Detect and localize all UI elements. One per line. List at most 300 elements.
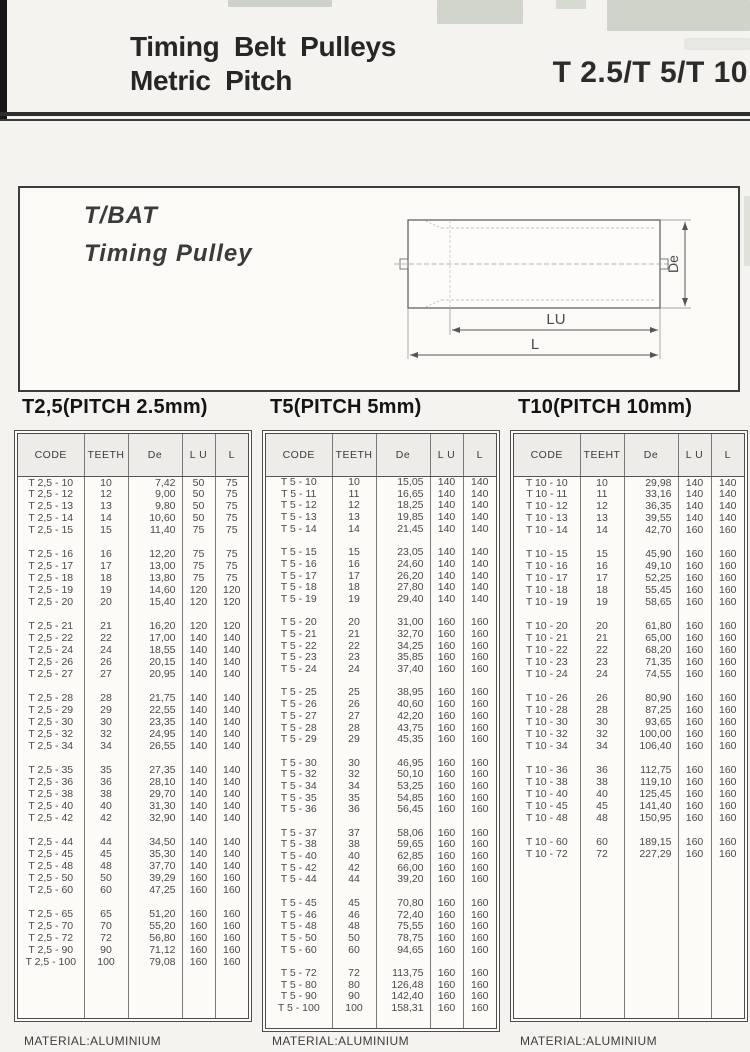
- cell-lu: 140: [182, 789, 215, 801]
- cell-teeth: 21: [580, 633, 624, 645]
- gap-cell: [266, 956, 332, 968]
- cell-l: 160: [222, 884, 241, 897]
- cell-de: 29,70: [128, 789, 182, 801]
- cell-code: T 10 - 11: [514, 489, 580, 501]
- cell-de: 9,80: [128, 501, 182, 513]
- gap-cell: [514, 681, 580, 693]
- table-row: [266, 570, 496, 582]
- cell-de: 38,95: [376, 687, 430, 699]
- cell-teeth: 10: [580, 477, 624, 489]
- lu-dimension-label: LU: [546, 311, 566, 328]
- cell-teeth: 60: [580, 837, 624, 849]
- cell-lu: 140: [678, 501, 711, 513]
- table-row: [18, 837, 248, 849]
- cell-lu: 160: [430, 967, 463, 979]
- cell-lu: 160: [430, 687, 463, 699]
- cell-de: 34,50: [128, 837, 182, 849]
- cell-de: 39,55: [624, 513, 678, 525]
- cell-l: 140: [222, 704, 241, 717]
- cell-de: 27,35: [128, 765, 182, 777]
- cell-teeth: 24: [332, 664, 376, 676]
- table-row: [18, 657, 248, 669]
- gap-cell: [332, 956, 376, 968]
- cell-de: 40,60: [376, 699, 430, 711]
- cell-lu: 160: [430, 909, 463, 921]
- cell-lu: 160: [678, 693, 711, 705]
- cell-l: 160: [718, 728, 737, 741]
- group-gap-row: [266, 745, 496, 757]
- cell-teeth: 15: [84, 525, 128, 537]
- table-row: [514, 789, 744, 801]
- cell-lu: 160: [182, 933, 215, 945]
- cell-de: 62,85: [376, 851, 430, 863]
- gap-cell: [514, 537, 580, 549]
- cell-l: 140: [470, 593, 489, 605]
- cell-teeth: 34: [332, 780, 376, 792]
- cell-lu: 50: [182, 477, 215, 489]
- gap-cell: [215, 897, 248, 909]
- cell-l: 140: [222, 716, 241, 729]
- cell-lu: 160: [678, 717, 711, 729]
- cell-code: T 2,5 - 70: [18, 921, 84, 933]
- cell-code: T 5 - 22: [266, 640, 332, 652]
- cell-de: 80,90: [624, 693, 678, 705]
- cell-l: 140: [222, 788, 241, 801]
- cell-de: 39,29: [128, 873, 182, 885]
- cell-code: T 5 - 27: [266, 710, 332, 722]
- cell-de: 13,00: [128, 561, 182, 573]
- gap-cell: [514, 825, 580, 837]
- table-row: [18, 585, 248, 597]
- table-row: [18, 717, 248, 729]
- table-row: [18, 633, 248, 645]
- cell-code: T 5 - 11: [266, 488, 332, 500]
- cell-l: 160: [470, 932, 489, 944]
- group-gap-row: [266, 956, 496, 968]
- scan-artifact: [744, 196, 750, 266]
- cell-lu: 140: [182, 801, 215, 813]
- table-row: [514, 477, 744, 489]
- cell-code: T 5 - 37: [266, 827, 332, 839]
- cell-code: T 5 - 15: [266, 547, 332, 559]
- gap-cell: [514, 753, 580, 765]
- cell-l: 140: [470, 581, 489, 594]
- gap-cell: [332, 675, 376, 687]
- cell-l: 160: [470, 897, 489, 909]
- cell-teeth: 72: [332, 967, 376, 979]
- filler-cell: [678, 861, 711, 1019]
- cell-lu: 140: [182, 777, 215, 789]
- cell-l: 75: [225, 488, 238, 501]
- cell-l: 160: [470, 616, 489, 629]
- gap-cell: [430, 605, 463, 617]
- gap-cell: [182, 753, 215, 765]
- gap-cell: [580, 681, 624, 693]
- cell-teeth: 50: [84, 873, 128, 885]
- cell-de: 10,60: [128, 513, 182, 525]
- gap-cell: [215, 609, 248, 621]
- cell-de: 55,45: [624, 585, 678, 597]
- table-title-t2-5: T2,5(PITCH 2.5mm): [22, 396, 208, 418]
- cell-de: 24,95: [128, 729, 182, 741]
- table-row: [266, 617, 496, 629]
- table-row: [18, 873, 248, 885]
- filler-cell: [463, 1014, 496, 1028]
- gap-cell: [266, 605, 332, 617]
- cell-l: 160: [470, 686, 489, 699]
- cell-code: T 5 - 100: [266, 1002, 332, 1014]
- cell-teeth: 20: [580, 621, 624, 633]
- gap-cell: [463, 605, 496, 617]
- table-row: [18, 777, 248, 789]
- cell-teeth: 22: [84, 633, 128, 645]
- table-row: [266, 593, 496, 605]
- cell-teeth: 60: [332, 944, 376, 956]
- cell-l: 160: [718, 572, 737, 585]
- cell-lu: 140: [430, 500, 463, 512]
- cell-code: T 5 - 34: [266, 780, 332, 792]
- cell-teeth: 35: [332, 792, 376, 804]
- cell-de: 29,40: [376, 593, 430, 605]
- cell-teeth: 45: [84, 849, 128, 861]
- cell-teeth: 21: [332, 628, 376, 640]
- cell-teeth: 34: [580, 741, 624, 753]
- cell-l: 160: [470, 733, 489, 746]
- table-row: [514, 561, 744, 573]
- cell-l: 160: [718, 716, 737, 729]
- cell-lu: 160: [430, 699, 463, 711]
- gap-cell: [18, 609, 84, 621]
- group-gap-row: [18, 609, 248, 621]
- table-row: [514, 777, 744, 789]
- filler-cell: [514, 861, 580, 1019]
- cell-lu: 140: [430, 558, 463, 570]
- cell-de: 26,55: [128, 741, 182, 753]
- cell-teeth: 29: [332, 734, 376, 746]
- gap-cell: [266, 535, 332, 547]
- cell-de: 50,10: [376, 769, 430, 781]
- cell-teeth: 12: [580, 501, 624, 513]
- cell-de: 28,10: [128, 777, 182, 789]
- table-row: [266, 851, 496, 863]
- gap-cell: [215, 753, 248, 765]
- cell-lu: 160: [430, 769, 463, 781]
- cell-de: 87,25: [624, 705, 678, 717]
- cell-de: 49,10: [624, 561, 678, 573]
- gap-cell: [514, 609, 580, 621]
- table-row: [266, 512, 496, 524]
- gap-cell: [580, 537, 624, 549]
- cell-de: 56,45: [376, 804, 430, 816]
- cell-de: 52,25: [624, 573, 678, 585]
- l-dimension-label: L: [530, 336, 540, 353]
- cell-code: T 2,5 - 60: [18, 885, 84, 897]
- cell-de: 42,70: [624, 525, 678, 537]
- cell-de: 112,75: [624, 765, 678, 777]
- cell-code: T 5 - 28: [266, 722, 332, 734]
- cell-teeth: 40: [580, 789, 624, 801]
- table-row: [514, 705, 744, 717]
- cell-code: T 2,5 - 36: [18, 777, 84, 789]
- col-header-lu: L U: [678, 434, 711, 477]
- group-gap-row: [18, 897, 248, 909]
- cell-teeth: 50: [332, 932, 376, 944]
- cell-code: T 5 - 19: [266, 593, 332, 605]
- cell-lu: 160: [430, 874, 463, 886]
- cell-lu: 160: [678, 729, 711, 741]
- cell-de: 141,40: [624, 801, 678, 813]
- col-header-lu: L U: [182, 434, 215, 477]
- cell-teeth: 12: [332, 500, 376, 512]
- cell-de: 23,35: [128, 717, 182, 729]
- cell-code: T 2,5 - 48: [18, 861, 84, 873]
- cell-de: 15,40: [128, 597, 182, 609]
- cell-lu: 160: [678, 525, 711, 537]
- filler-row: [266, 1014, 496, 1028]
- cell-l: 160: [470, 1002, 489, 1015]
- cell-l: 120: [222, 596, 241, 609]
- cell-teeth: 42: [84, 813, 128, 825]
- cell-teeth: 100: [332, 1002, 376, 1014]
- cell-de: 43,75: [376, 722, 430, 734]
- cell-de: 14,60: [128, 585, 182, 597]
- gap-cell: [376, 956, 430, 968]
- cell-code: T 2,5 - 38: [18, 789, 84, 801]
- group-gap-row: [18, 537, 248, 549]
- material-note: MATERIAL:ALUMINIUM: [520, 1034, 657, 1048]
- cell-teeth: 48: [84, 861, 128, 873]
- gap-cell: [376, 886, 430, 898]
- table-row: [266, 862, 496, 874]
- filler-row: [18, 969, 248, 1019]
- cell-de: 71,12: [128, 945, 182, 957]
- cell-l: 140: [718, 500, 737, 513]
- cell-code: T 2,5 - 42: [18, 813, 84, 825]
- cell-lu: 160: [678, 741, 711, 753]
- group-gap-row: [266, 535, 496, 547]
- table-row: [18, 489, 248, 501]
- col-header-teeth: TEEHT: [580, 434, 624, 477]
- cell-teeth: 25: [332, 687, 376, 699]
- gap-cell: [430, 535, 463, 547]
- cell-lu: 140: [182, 837, 215, 849]
- filler-cell: [128, 969, 182, 1019]
- table-row: [18, 573, 248, 585]
- cell-lu: 160: [678, 705, 711, 717]
- cell-l: 160: [470, 792, 489, 804]
- cell-de: 7,42: [128, 477, 182, 489]
- page-title-line1: Timing Belt Pulleys: [130, 31, 397, 62]
- filler-cell: [84, 969, 128, 1019]
- gap-cell: [430, 675, 463, 687]
- cell-code: T 5 - 48: [266, 921, 332, 933]
- cell-lu: 75: [182, 525, 215, 537]
- cell-code: T 10 - 15: [514, 549, 580, 561]
- cell-teeth: 29: [84, 705, 128, 717]
- cell-de: 142,40: [376, 991, 430, 1003]
- gap-cell: [215, 825, 248, 837]
- cell-lu: 140: [430, 547, 463, 559]
- cell-l: 160: [470, 721, 489, 734]
- gap-cell: [678, 537, 711, 549]
- cell-de: 35,30: [128, 849, 182, 861]
- cell-lu: 140: [678, 513, 711, 525]
- table-row: [266, 874, 496, 886]
- col-header-teeth: TEETH: [332, 434, 376, 477]
- group-gap-row: [266, 675, 496, 687]
- cell-lu: 140: [182, 705, 215, 717]
- cell-lu: 50: [182, 489, 215, 501]
- table-row: [514, 837, 744, 849]
- filler-cell: [18, 969, 84, 1019]
- cell-de: 37,70: [128, 861, 182, 873]
- cell-teeth: 17: [332, 570, 376, 582]
- col-header-de: De: [624, 434, 678, 477]
- cell-lu: 140: [182, 813, 215, 825]
- cell-teeth: 100: [84, 957, 128, 969]
- cell-code: T 5 - 30: [266, 757, 332, 769]
- cell-de: 15,05: [376, 477, 430, 489]
- cell-l: 160: [470, 710, 489, 722]
- gap-cell: [678, 609, 711, 621]
- filler-cell: [624, 861, 678, 1019]
- product-code-title: T 2.5/T 5/T 10: [552, 56, 748, 89]
- cell-code: T 10 - 24: [514, 669, 580, 681]
- cell-l: 140: [718, 512, 737, 525]
- cell-lu: 140: [182, 657, 215, 669]
- gap-cell: [678, 681, 711, 693]
- cell-code: T 2,5 - 45: [18, 849, 84, 861]
- cell-l: 160: [470, 838, 489, 851]
- table-row: [514, 585, 744, 597]
- cell-teeth: 30: [332, 757, 376, 769]
- cell-de: 47,25: [128, 885, 182, 897]
- cell-l: 140: [222, 764, 241, 777]
- gap-cell: [463, 745, 496, 757]
- cell-lu: 140: [430, 488, 463, 500]
- cell-lu: 160: [182, 885, 215, 897]
- cell-teeth: 19: [332, 593, 376, 605]
- cell-lu: 120: [182, 621, 215, 633]
- table-row: [18, 789, 248, 801]
- cell-de: 18,25: [376, 500, 430, 512]
- cell-code: T 2,5 - 10: [18, 477, 84, 489]
- gap-cell: [580, 609, 624, 621]
- table-row: [514, 621, 744, 633]
- cell-lu: 140: [430, 523, 463, 535]
- cell-lu: 160: [678, 777, 711, 789]
- cell-de: 53,25: [376, 780, 430, 792]
- cell-lu: 160: [430, 734, 463, 746]
- cell-l: 160: [718, 848, 737, 861]
- cell-lu: 160: [430, 640, 463, 652]
- cell-code: T 2,5 - 65: [18, 909, 84, 921]
- cell-code: T 2,5 - 15: [18, 525, 84, 537]
- gap-cell: [128, 753, 182, 765]
- cell-teeth: 20: [84, 597, 128, 609]
- cell-code: T 5 - 72: [266, 967, 332, 979]
- table-row: [18, 765, 248, 777]
- cell-de: 55,20: [128, 921, 182, 933]
- table-section-t2-5: [14, 398, 252, 1052]
- cell-de: 56,80: [128, 933, 182, 945]
- cell-l: 160: [470, 757, 489, 769]
- table-row: [266, 1002, 496, 1014]
- cell-teeth: 48: [580, 813, 624, 825]
- table-row: [18, 597, 248, 609]
- page-title: [130, 30, 396, 98]
- cell-lu: 160: [430, 862, 463, 874]
- cell-lu: 160: [430, 757, 463, 769]
- col-header-code: CODE: [514, 434, 580, 477]
- cell-teeth: 40: [84, 801, 128, 813]
- table-row: [266, 640, 496, 652]
- cell-lu: 160: [430, 839, 463, 851]
- table-title-t5: T5(PITCH 5mm): [270, 396, 422, 418]
- cell-de: 20,15: [128, 657, 182, 669]
- table-row: [266, 664, 496, 676]
- cell-code: T 2,5 - 34: [18, 741, 84, 753]
- table-row: [18, 561, 248, 573]
- table-row: [514, 597, 744, 609]
- cell-l: 160: [470, 920, 489, 933]
- cell-de: 24,60: [376, 558, 430, 570]
- cell-teeth: 16: [84, 549, 128, 561]
- cell-code: T 2,5 - 32: [18, 729, 84, 741]
- cell-code: T 10 - 26: [514, 693, 580, 705]
- col-header-de: De: [128, 434, 182, 477]
- group-gap-row: [514, 681, 744, 693]
- cell-de: 35,85: [376, 652, 430, 664]
- gap-cell: [678, 753, 711, 765]
- cell-l: 160: [222, 944, 241, 957]
- table-row: [514, 741, 744, 753]
- table-row: [514, 645, 744, 657]
- cell-teeth: 36: [84, 777, 128, 789]
- filler-cell: [580, 861, 624, 1019]
- table-row: [18, 885, 248, 897]
- cell-lu: 140: [678, 489, 711, 501]
- cell-teeth: 18: [332, 582, 376, 594]
- group-gap-row: [514, 753, 744, 765]
- table-row: [18, 477, 248, 489]
- cell-l: 140: [222, 800, 241, 813]
- cell-lu: 140: [182, 849, 215, 861]
- cell-teeth: 44: [84, 837, 128, 849]
- cell-lu: 140: [430, 570, 463, 582]
- table-header-row: [18, 434, 248, 477]
- gap-cell: [430, 815, 463, 827]
- cell-teeth: 40: [332, 851, 376, 863]
- cell-lu: 160: [678, 813, 711, 825]
- cell-teeth: 15: [332, 547, 376, 559]
- cell-de: 19,85: [376, 512, 430, 524]
- cell-teeth: 17: [580, 573, 624, 585]
- cell-code: T 5 - 20: [266, 617, 332, 629]
- cell-lu: 50: [182, 513, 215, 525]
- cell-teeth: 36: [332, 804, 376, 816]
- cell-code: T 2,5 - 50: [18, 873, 84, 885]
- gap-cell: [182, 537, 215, 549]
- table-row: [266, 488, 496, 500]
- scan-artifact: [228, 0, 332, 7]
- cell-code: T 5 - 25: [266, 687, 332, 699]
- cell-de: 45,35: [376, 734, 430, 746]
- gap-cell: [18, 753, 84, 765]
- cell-teeth: 17: [84, 561, 128, 573]
- cell-de: 54,85: [376, 792, 430, 804]
- cell-teeth: 48: [332, 921, 376, 933]
